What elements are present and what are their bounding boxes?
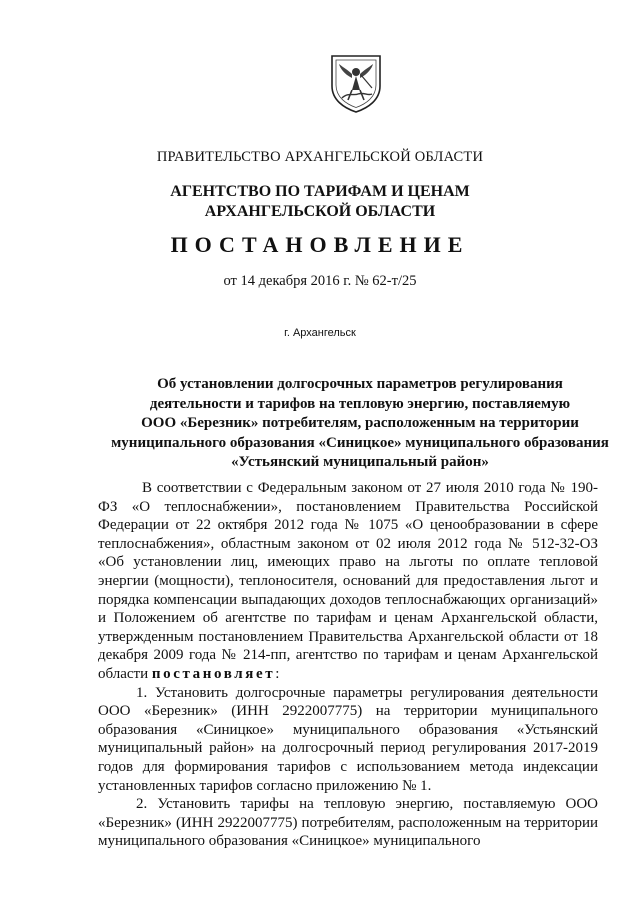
title-line: «Устьянский муниципальный район» (231, 454, 489, 470)
preamble-text: В соответствии с Федеральным законом от 27 июля 2010 года № 190-ФЗ «О теплоснабжении», постановлением Правительства Российской Федерации от 22 октября 2012 года № 1075 «О ценообразовании в сфере теплоснабжения», областным законом от 02 июля 2012 года № 512-32-ОЗ «Об установлении лиц, имеющих право на льготы по оплате тепловой энергии (мощности), теплоносителя, оснований для предоставления льгот и порядка компенсации выпадающих доходов теплоснабжающих организаций» и Положением об агентстве по тарифам и ценам Архангельской области, утвержденным постановлением Правительства Архангельской области от 18 декабря 2009 года № 214-пп, агентство по тарифам и ценам Архангельской области (98, 480, 598, 682)
agency-name (0, 182, 640, 222)
preamble-paragraph (98, 479, 598, 684)
city: г. Архангельск (284, 327, 356, 339)
resolves-colon: : (275, 665, 280, 682)
clause-2: 2. Установить тарифы на тепловую энергию, поставляемую ООО «Березник» (ИНН 2922007775) потребителям, расположенным на территории муниципального образования «Синицкое» муниципального (98, 796, 598, 850)
agency-name-line: АРХАНГЕЛЬСКОЙ ОБЛАСТИ (204, 203, 436, 220)
document-body (98, 479, 598, 851)
title-line: муниципального образования «Синицкое» муниципального образования (111, 434, 609, 451)
agency-name-line: АГЕНТСТВО ПО ТАРИФАМ И ЦЕНАМ (170, 183, 470, 200)
document-type: ПОСТАНОВЛЕНИЕ (170, 232, 470, 257)
title-line: ООО «Березник» потребителям, расположенным на территории (141, 415, 579, 431)
clause-1: 1. Установить долгосрочные параметры регулирования деятельности ООО «Березник» (ИНН 2922007775) на территории муниципального образования «Синицкое» муниципального образования «Устьянский муниципальный район» на долгосрочный период регулирования 2017-2019 годов для формирования тарифов с использованием метода индексации установленных тарифов согласно приложению № 1. (98, 684, 598, 794)
document-title (80, 375, 640, 473)
government-name: ПРАВИТЕЛЬСТВО АРХАНГЕЛЬСКОЙ ОБЛАСТИ (156, 149, 484, 165)
title-line: Об установлении долгосрочных параметров регулирования (157, 376, 563, 392)
coat-of-arms-icon (328, 52, 384, 114)
date-and-number: от 14 декабря 2016 г. № 62-т/25 (223, 273, 417, 289)
title-line: деятельности и тарифов на тепловую энергию, поставляемую (149, 395, 571, 412)
resolves-keyword: постановляет (151, 665, 276, 682)
